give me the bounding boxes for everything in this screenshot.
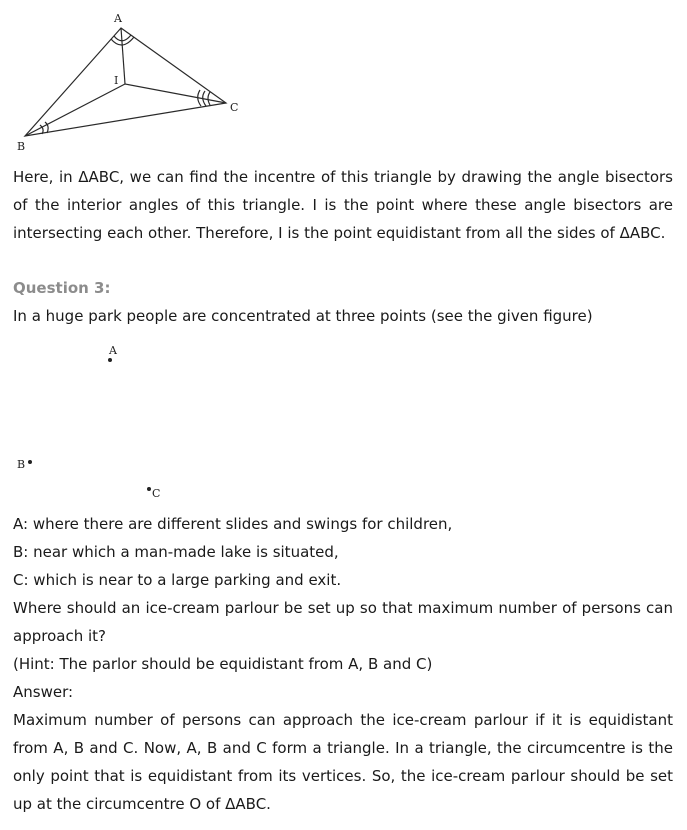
point-label-c: C: [152, 487, 161, 500]
park-points-figure: [0, 330, 687, 510]
bisector-c: [125, 84, 226, 103]
question-heading: Question 3:: [13, 279, 111, 297]
hint-text: (Hint: The parlor should be equidistant from A, B and C): [13, 655, 433, 673]
label-b: B: [17, 140, 26, 153]
label-i: I: [114, 74, 119, 87]
point-a-description: A: where there are different slides and swings for children,: [13, 515, 453, 533]
point-b: [28, 460, 32, 464]
triangle-incentre-figure: [0, 0, 687, 160]
answer-text: Maximum number of persons can approach the ice-cream parlour if it is equidistant from A, B and C. Now, A, B and C form a triangle. In a triangle, the circumcentre is the only point that is equidistant from its vertices. So, the ice-cream parlour should be set up at the circumcentre O of ΔABC.: [13, 711, 673, 813]
point-label-a: A: [109, 344, 117, 357]
point-c-description: C: which is near to a large parking and exit.: [13, 571, 342, 589]
point-label-b: B: [17, 458, 26, 471]
incentre-explanation: Here, in ΔABC, we can find the incentre of this triangle by drawing the angle bisectors of the interior angles of this triangle. I is the point where these angle bisectors are intersecting each other. Therefore, I is the point equidistant from all the sides of ΔABC.: [13, 168, 673, 242]
point-c: [147, 487, 151, 491]
point-a: [108, 358, 112, 362]
point-b-description: B: near which a man-made lake is situated,: [13, 543, 339, 561]
angle-arc-a: [114, 35, 131, 41]
label-a: A: [114, 12, 122, 25]
label-c: C: [230, 101, 239, 114]
angle-arc-c: [208, 92, 210, 105]
bisector-a: [121, 28, 125, 84]
question-prompt: Where should an ice-cream parlour be set up so that maximum number of persons can approach it?: [13, 599, 673, 645]
answer-heading: Answer:: [13, 683, 74, 701]
question-text: In a huge park people are concentrated at three points (see the given figure): [13, 307, 593, 325]
